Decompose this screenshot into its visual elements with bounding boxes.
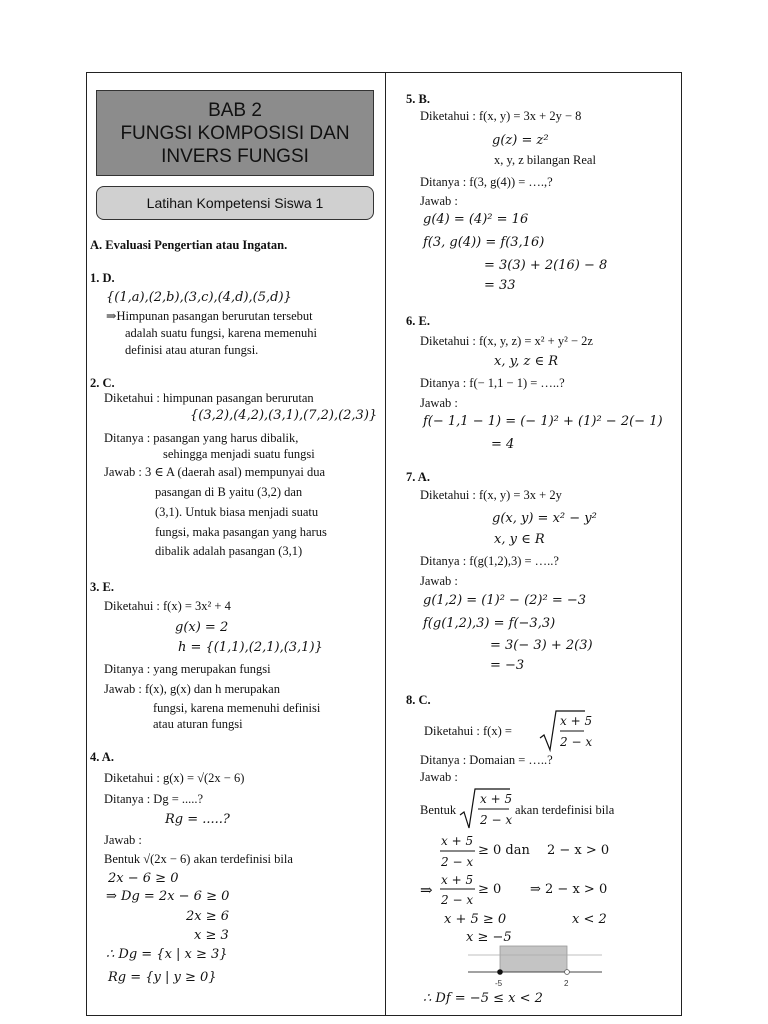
answer-line: dibalik adalah pasangan (3,1) [155, 544, 303, 558]
ordered-pair-set: {(1,a),(2,b),(3,c),(4,d),(5,d)} [106, 290, 292, 305]
step-line: x ≥ −5 [466, 930, 512, 945]
question-line: sehingga menjadi suatu fungsi [163, 447, 315, 461]
ordered-pair-set: {(3,2),(4,2),(3,1),(7,2),(2,3)} [190, 408, 378, 423]
answer-label: Jawab : [420, 396, 458, 410]
formula-line: g(x, y) = x² − y² [492, 511, 597, 526]
question-line: Ditanya : f(3, g(4)) = ….,? [420, 175, 553, 189]
step-line: x ≥ 3 [194, 928, 229, 943]
fraction-numerator: x + 5 [480, 792, 513, 806]
answer-line: atau aturan fungsi [153, 717, 243, 731]
answer-number: 1. D. [90, 271, 115, 285]
step-line: x < 2 [572, 912, 607, 927]
column-divider [385, 72, 386, 1016]
answer-label: Jawab : [420, 194, 458, 208]
question-line: Ditanya : f(g(1,2),3) = …..? [420, 554, 559, 568]
question-line: Ditanya : Dg = .....? [104, 792, 204, 806]
formula-line: h = {(1,1),(2,1),(3,1)} [178, 640, 323, 655]
fraction-denominator: 2 − x [441, 855, 474, 869]
condition-text: ≥ 0 dan [478, 843, 530, 858]
question-line: Ditanya : Domaian = …..? [420, 753, 553, 767]
section-heading: A. Evaluasi Pengertian atau Ingatan. [90, 238, 288, 252]
answer-line: (3,1). Untuk biasa menjadi suatu [155, 505, 319, 519]
answer-number: 5. B. [406, 92, 430, 106]
step-line: = −3 [490, 658, 525, 673]
fraction-denominator: 2 − x [480, 813, 513, 827]
explanation-line: ⇒Himpunan pasangan berurutan tersebut [106, 309, 313, 323]
answer-line: Bentuk √(2x − 6) akan terdefinisi bila [104, 852, 293, 866]
answer-line: Jawab : 3 ∈ A (daerah asal) mempunyai dua [104, 465, 325, 479]
given-line: Diketahui : g(x) = √(2x − 6) [104, 771, 245, 785]
answer-number: 8. C. [406, 693, 431, 707]
answer-number: 6. E. [406, 314, 430, 328]
step-line: 2x ≥ 6 [186, 909, 230, 924]
answer-label: Jawab : [420, 770, 458, 784]
formula-line: g(x) = 2 [175, 620, 229, 635]
fraction-denominator: 2 − x [441, 893, 474, 907]
answer-line: fungsi, karena memenuhi definisi [153, 701, 321, 715]
step-line: 2x − 6 ≥ 0 [108, 871, 179, 886]
explanation-line: definisi atau aturan fungsi. [125, 343, 259, 357]
question-line: Ditanya : pasangan yang harus dibalik, [104, 431, 299, 445]
condition-text: 2 − x > 0 [547, 843, 610, 858]
closed-endpoint [497, 969, 503, 975]
step-line: x + 5 ≥ 0 [444, 912, 507, 927]
answer-label: Jawab : [420, 574, 458, 588]
given-line: Diketahui : f(x) = 3x² + 4 [104, 599, 231, 613]
condition-text: ⇒ 2 − x > 0 [530, 882, 608, 897]
chapter-title-box [96, 90, 374, 176]
answer-label: Jawab : [104, 833, 142, 847]
formula-line: x, y ∈ R [494, 532, 545, 547]
answer-line: pasangan di B yaitu (3,2) dan [155, 485, 303, 499]
question-line: Ditanya : yang merupakan fungsi [104, 662, 271, 676]
answer-number: 3. E. [90, 580, 114, 594]
step-line: ∴ Dg = {x | x ≥ 3} [106, 947, 228, 962]
fraction-numerator: x + 5 [560, 714, 593, 728]
answer-line: Bentuk [420, 803, 457, 817]
implies-symbol: ⇒ [420, 881, 433, 899]
step-line: Rg = {y | y ≥ 0} [108, 970, 217, 985]
step-line: g(1,2) = (1)² − (2)² = −3 [423, 593, 587, 608]
shaded-interval [500, 946, 567, 972]
step-line: f(g(1,2),3) = f(−3,3) [423, 616, 556, 631]
fraction-bar [440, 849, 476, 853]
question-line: Ditanya : f(− 1,1 − 1) = …..? [420, 376, 565, 390]
given-line: Diketahui : f(x) = [424, 724, 512, 738]
formula-line: g(z) = z² [492, 133, 549, 148]
exercise-title-box [96, 186, 374, 220]
exercise-title: Latihan Kompetensi Siswa 1 [146, 195, 324, 211]
fraction-numerator: x + 5 [441, 873, 474, 887]
question-line: Rg = .....? [165, 812, 230, 827]
condition-text: ≥ 0 [478, 882, 502, 897]
explanation-line: adalah suatu fungsi, karena memenuhi [125, 326, 317, 340]
final-result: ∴ Df = −5 ≤ x < 2 [423, 991, 543, 1006]
fraction-denominator: 2 − x [560, 735, 593, 749]
chapter-title-line: FUNGSI KOMPOSISI DAN [120, 122, 350, 144]
step-line: f(− 1,1 − 1) = (− 1)² + (1)² − 2(− 1) [423, 414, 663, 429]
given-line: Diketahui : f(x, y, z) = x² + y² − 2z [420, 334, 593, 348]
open-endpoint [565, 970, 570, 975]
tick-label: -5 [495, 979, 503, 988]
answer-line: fungsi, maka pasangan yang harus [155, 525, 327, 539]
fraction-numerator: x + 5 [441, 834, 474, 848]
answer-number: 2. C. [90, 376, 115, 390]
answer-line: akan terdefinisi bila [515, 803, 615, 817]
chapter-title-line: INVERS FUNGSI [161, 145, 309, 167]
step-line: = 4 [491, 437, 515, 452]
step-line: ⇒ Dg = 2x − 6 ≥ 0 [106, 889, 230, 904]
answer-line: Jawab : f(x), g(x) dan h merupakan [104, 682, 280, 696]
step-line: = 33 [484, 278, 516, 293]
step-line: g(4) = (4)² = 16 [423, 212, 529, 227]
number-line-diagram [466, 944, 606, 988]
chapter-number: BAB 2 [208, 99, 262, 121]
given-line: Diketahui : f(x, y) = 3x + 2y − 8 [420, 109, 582, 123]
answer-number: 4. A. [90, 750, 114, 764]
step-line: = 3(− 3) + 2(3) [490, 638, 593, 653]
formula-line: x, y, z bilangan Real [494, 153, 596, 167]
tick-label: 2 [564, 979, 569, 988]
step-line: f(3, g(4)) = f(3,16) [423, 235, 545, 250]
answer-number: 7. A. [406, 470, 430, 484]
formula-line: x, y, z ∈ R [494, 354, 559, 369]
given-line: Diketahui : f(x, y) = 3x + 2y [420, 488, 562, 502]
given-line: Diketahui : himpunan pasangan berurutan [104, 391, 314, 405]
step-line: = 3(3) + 2(16) − 8 [484, 258, 608, 273]
